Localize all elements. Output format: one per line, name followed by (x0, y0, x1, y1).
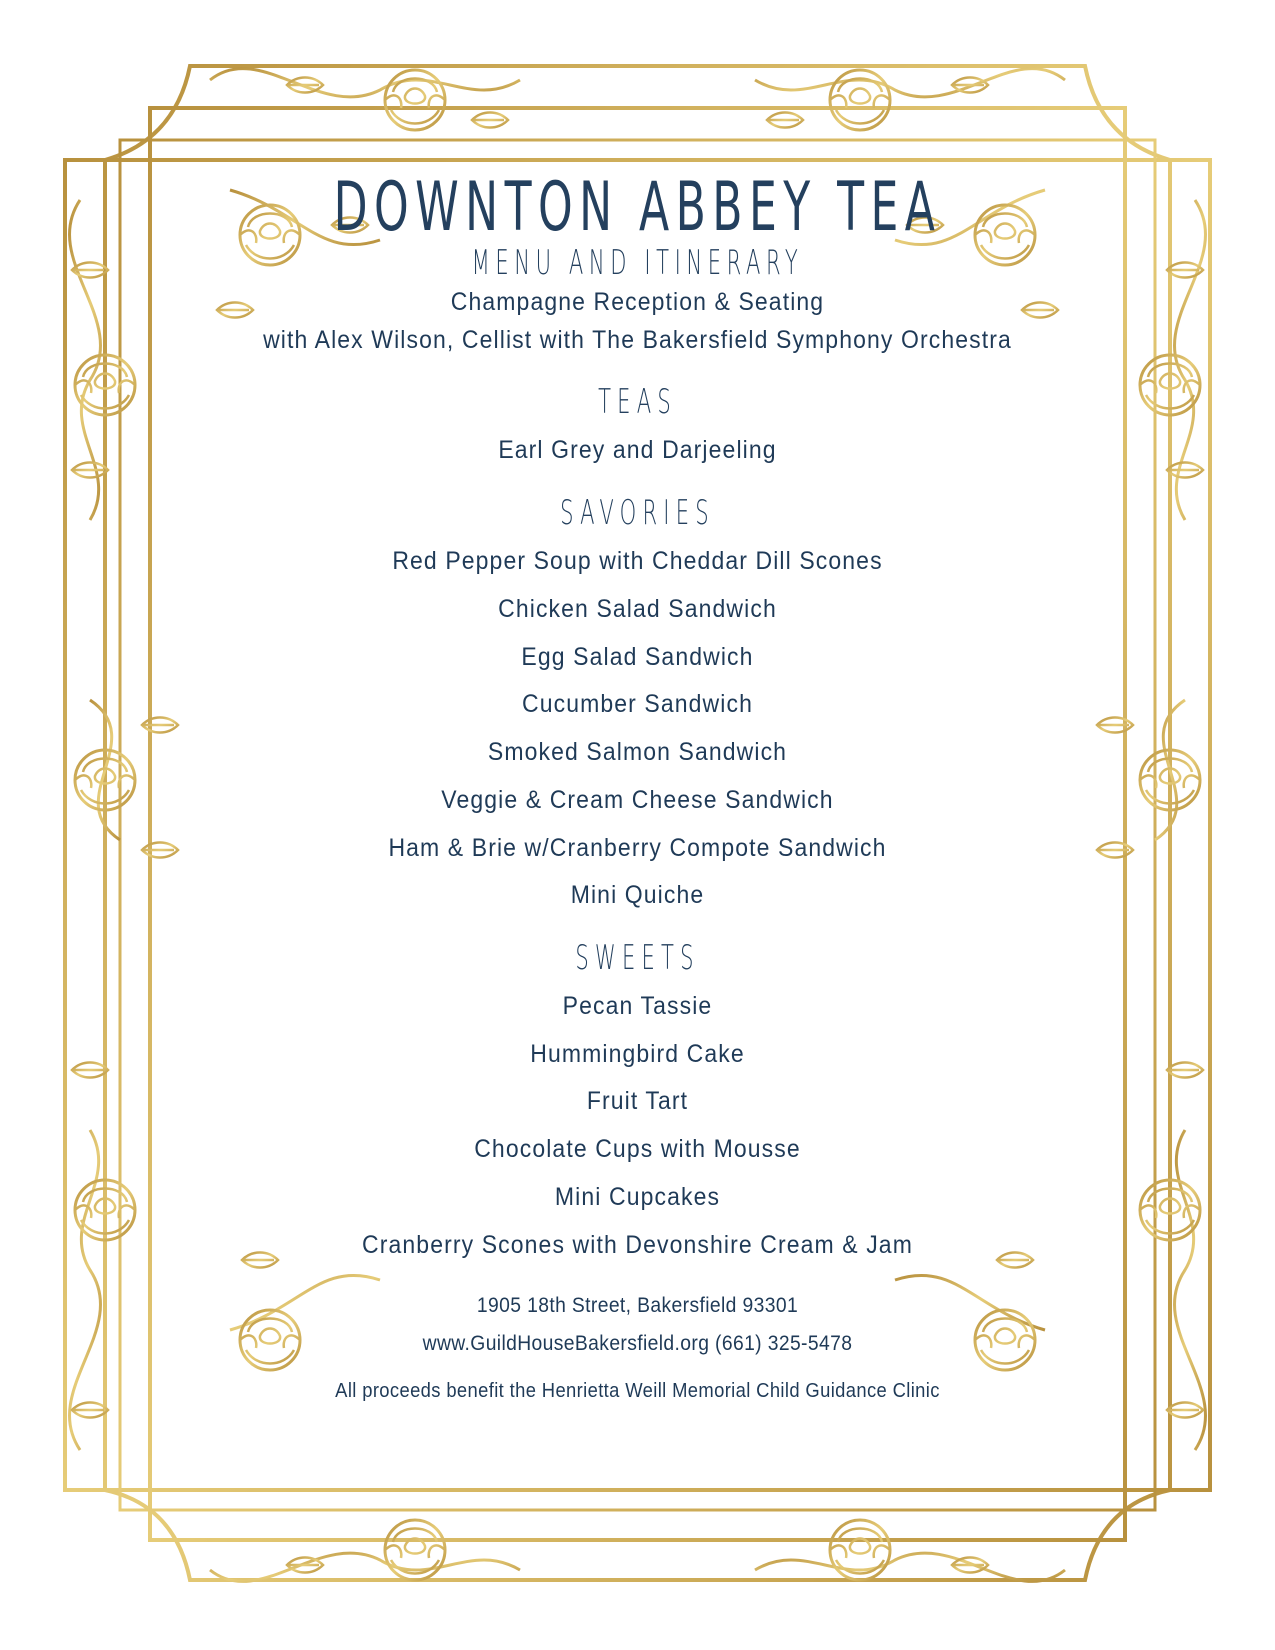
sweet-item: Chocolate Cups with Mousse (474, 1135, 801, 1163)
page-title: DOWNTON ABBEY TEA (333, 168, 942, 247)
reception-line-1: Champagne Reception & Seating (450, 288, 825, 316)
savory-item: Egg Salad Sandwich (521, 643, 754, 671)
savory-item: Veggie & Cream Cheese Sandwich (441, 786, 834, 814)
savory-item: Mini Quiche (570, 881, 705, 909)
footer-contact[interactable]: www.GuildHouseBakersfield.org (661) 325-5478 (422, 1332, 853, 1355)
sweet-item: Cranberry Scones with Devonshire Cream & Jam (362, 1231, 913, 1259)
footer-address: 1905 18th Street, Bakersfield 93301 (476, 1294, 799, 1317)
sweet-item: Pecan Tassie (562, 992, 713, 1020)
sweet-item: Fruit Tart (586, 1087, 689, 1115)
tea-item: Earl Grey and Darjeeling (498, 436, 777, 464)
sweet-item: Mini Cupcakes (554, 1183, 721, 1211)
sweet-item: Hummingbird Cake (530, 1040, 745, 1068)
section-heading-sweets: SWEETS (575, 938, 700, 978)
page-subtitle: MENU AND ITINERARY (471, 243, 804, 283)
section-heading-savories: SAVORIES (560, 493, 715, 533)
savory-item: Smoked Salmon Sandwich (487, 738, 788, 766)
savory-item: Chicken Salad Sandwich (498, 595, 777, 623)
section-heading-teas: TEAS (598, 382, 677, 422)
savory-item: Ham & Brie w/Cranberry Compote Sandwich (388, 834, 887, 862)
savory-item: Red Pepper Soup with Cheddar Dill Scones (392, 547, 883, 575)
savory-item: Cucumber Sandwich (521, 690, 753, 718)
footer-note: All proceeds benefit the Henrietta Weill Memorial Child Guidance Clinic (335, 1380, 940, 1402)
reception-line-2: with Alex Wilson, Cellist with The Bakersfield Symphony Orchestra (263, 326, 1012, 354)
